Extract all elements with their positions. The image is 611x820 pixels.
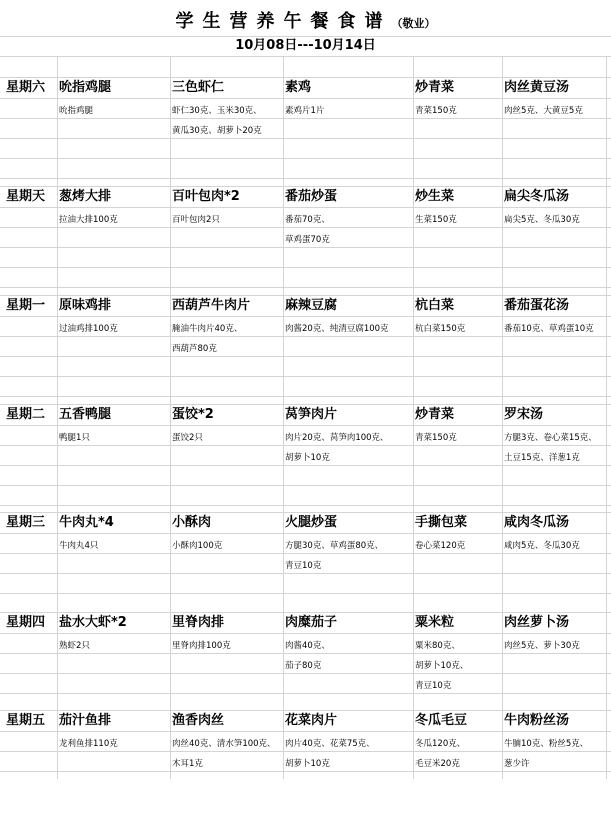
dish-ingredients [504, 636, 580, 656]
ingredient-line: 胡萝卜10克、 [415, 661, 469, 671]
dish-name: 炒青菜 [415, 80, 455, 95]
dish-name: 花菜肉片 [285, 713, 338, 728]
ingredient-line: 熟虾2只 [59, 641, 90, 651]
ingredient-line: 生菜150克 [415, 215, 457, 225]
dish-name: 牛肉粉丝汤 [504, 713, 570, 728]
dish-cell [170, 77, 283, 177]
ingredient-line: 茄子80克 [285, 661, 322, 671]
day-label: 星期天 [6, 189, 46, 204]
dish-name: 粟米粒 [415, 615, 455, 630]
dish-ingredients [504, 101, 583, 121]
dish-name: 蛋饺*2 [172, 407, 214, 422]
ingredient-line: 青菜150克 [415, 106, 457, 116]
ingredient-line: 吮指鸡腿 [59, 106, 94, 116]
day-block [0, 404, 611, 514]
dish-ingredients [172, 536, 222, 556]
ingredient-line: 方腿3克、卷心菜15克、 [504, 433, 597, 443]
title-suffix: （敬业） [391, 17, 436, 30]
ingredient-line: 蛋饺2只 [172, 433, 203, 443]
dish-name: 扁尖冬瓜汤 [504, 189, 570, 204]
ingredient-line: 土豆15克、洋葱1克 [504, 453, 580, 463]
dish-ingredients [172, 319, 242, 359]
day-block [0, 295, 611, 405]
dish-ingredients [504, 536, 580, 556]
dish-ingredients [172, 636, 231, 656]
dish-cell [57, 77, 170, 177]
dish-ingredients [285, 734, 375, 774]
dish-ingredients [415, 636, 468, 696]
dish-cell [283, 295, 413, 395]
dish-ingredients [59, 536, 98, 556]
ingredient-line: 西葫芦80克 [172, 344, 217, 354]
dish-ingredients [285, 210, 330, 250]
ingredient-line: 牛腩10克、粉丝5克、 [504, 739, 589, 749]
ingredient-line: 鸭腿1只 [59, 433, 90, 443]
ingredient-line: 胡萝卜10克 [285, 759, 330, 769]
ingredient-line: 肉酱40克、 [285, 641, 330, 651]
dish-name: 葱烤大排 [59, 189, 112, 204]
dish-cell [57, 295, 170, 395]
dish-cell [502, 295, 611, 395]
title-text: 学生营养午餐食谱 [175, 11, 392, 32]
dish-cell [57, 612, 170, 712]
dish-cell [170, 404, 283, 504]
ingredient-line: 黄瓜30克、胡萝卜20克 [172, 126, 262, 136]
day-label: 星期三 [6, 515, 46, 530]
dish-ingredients [172, 734, 276, 774]
dish-cell [502, 710, 611, 810]
ingredient-line: 番茄70克、 [285, 215, 330, 225]
dish-cell [170, 186, 283, 286]
dish-ingredients [285, 101, 324, 121]
dish-name: 小酥肉 [172, 515, 212, 530]
dish-name: 炒青菜 [415, 407, 455, 422]
dish-cell [57, 512, 170, 612]
ingredient-line: 肉酱20克、纯清豆腐100克 [285, 324, 389, 334]
dish-ingredients [172, 428, 203, 448]
ingredient-line: 杭白菜150克 [415, 324, 466, 334]
dish-name: 渔香肉丝 [172, 713, 225, 728]
dish-cell [57, 404, 170, 504]
ingredient-line: 虾仁30克、玉米30克、 [172, 106, 262, 116]
ingredient-line: 肉片40克、花菜75克、 [285, 739, 375, 749]
day-label: 星期二 [6, 407, 46, 422]
dish-ingredients [59, 319, 118, 339]
dish-name: 手撕包菜 [415, 515, 468, 530]
dish-ingredients [504, 210, 580, 230]
ingredient-line: 肉丝5克、大黄豆5克 [504, 106, 583, 116]
dish-name: 茄汁鱼排 [59, 713, 112, 728]
dish-cell [502, 77, 611, 177]
dish-name: 麻辣豆腐 [285, 298, 338, 313]
ingredient-line: 青菜150克 [415, 433, 457, 443]
ingredient-line: 肉丝5克、萝卜30克 [504, 641, 580, 651]
dish-cell [502, 186, 611, 286]
ingredient-line: 青豆10克 [415, 681, 452, 691]
dish-name: 盐水大虾*2 [59, 615, 127, 630]
page-title [0, 8, 611, 36]
ingredient-line: 葱少许 [504, 759, 530, 769]
day-label: 星期一 [6, 298, 46, 313]
dish-ingredients [504, 319, 594, 339]
dish-cell [283, 186, 413, 286]
day-block [0, 186, 611, 296]
dish-ingredients [59, 636, 90, 656]
ingredient-line: 肉丝40克、清水笋100克、 [172, 739, 276, 749]
dish-ingredients [59, 734, 118, 754]
dish-cell [57, 710, 170, 810]
day-label: 星期六 [6, 80, 46, 95]
ingredient-line: 肉片20克、莴笋肉100克、 [285, 433, 389, 443]
dish-cell [57, 186, 170, 286]
ingredient-line: 素鸡片1片 [285, 106, 325, 116]
dish-name: 西葫芦牛肉片 [172, 298, 251, 313]
ingredient-line: 青豆10克 [285, 561, 322, 571]
dish-cell [283, 77, 413, 177]
row-divider [0, 56, 611, 57]
dish-name: 素鸡 [285, 80, 312, 95]
dish-ingredients [415, 536, 465, 556]
dish-cell [413, 295, 502, 395]
dish-name: 肉丝萝卜汤 [504, 615, 570, 630]
ingredient-line: 卷心菜120克 [415, 541, 466, 551]
dish-name: 番茄炒蛋 [285, 189, 338, 204]
dish-cell [170, 612, 283, 712]
dish-ingredients [415, 210, 457, 230]
ingredient-line: 百叶包肉2只 [172, 215, 220, 225]
dish-cell [413, 404, 502, 504]
dish-cell [502, 404, 611, 504]
dish-ingredients [415, 319, 465, 339]
dish-name: 炒生菜 [415, 189, 455, 204]
ingredient-line: 粟米80克、 [415, 641, 460, 651]
ingredient-line: 方腿30克、草鸡蛋80克、 [285, 541, 384, 551]
dish-cell [413, 186, 502, 286]
dish-name: 原味鸡排 [59, 298, 112, 313]
dish-ingredients [415, 101, 457, 121]
dish-cell [283, 612, 413, 712]
dish-name: 杭白菜 [415, 298, 455, 313]
dish-ingredients [285, 636, 330, 676]
day-label: 星期五 [6, 713, 46, 728]
dish-cell [502, 612, 611, 712]
dish-name: 肉丝黄豆汤 [504, 80, 570, 95]
dish-ingredients [172, 101, 262, 141]
dish-ingredients [415, 734, 465, 774]
dish-name: 火腿炒蛋 [285, 515, 338, 530]
dish-name: 五香鸭腿 [59, 407, 112, 422]
dish-cell [170, 512, 283, 612]
dish-cell [413, 77, 502, 177]
day-block [0, 512, 611, 622]
ingredient-line: 小酥肉100克 [172, 541, 223, 551]
dish-name: 里脊肉排 [172, 615, 225, 630]
ingredient-line: 毛豆米20克 [415, 759, 460, 769]
dish-name: 吮指鸡腿 [59, 80, 112, 95]
dish-name: 百叶包肉*2 [172, 189, 240, 204]
dish-name: 罗宋汤 [504, 407, 544, 422]
dish-ingredients [504, 428, 597, 468]
dish-name: 番茄蛋花汤 [504, 298, 570, 313]
dish-name: 牛肉丸*4 [59, 515, 114, 530]
ingredient-line: 冬瓜120克、 [415, 739, 466, 749]
ingredient-line: 胡萝卜10克 [285, 453, 330, 463]
dish-name: 咸肉冬瓜汤 [504, 515, 570, 530]
dish-cell [170, 295, 283, 395]
dish-name: 莴笋肉片 [285, 407, 338, 422]
dish-cell [502, 512, 611, 612]
dish-ingredients [285, 428, 389, 468]
dish-cell [413, 612, 502, 712]
dish-cell [283, 404, 413, 504]
dish-cell [283, 512, 413, 612]
day-block [0, 612, 611, 722]
dish-cell [413, 512, 502, 612]
dish-name: 肉糜茄子 [285, 615, 338, 630]
row-divider [0, 36, 611, 37]
dish-cell [170, 710, 283, 810]
day-block [0, 710, 611, 820]
ingredient-line: 龙利鱼排110克 [59, 739, 118, 749]
ingredient-line: 番茄10克、草鸡蛋10克 [504, 324, 594, 334]
dish-cell [283, 710, 413, 810]
dish-ingredients [285, 536, 383, 576]
ingredient-line: 过油鸡排100克 [59, 324, 118, 334]
dish-ingredients [59, 210, 118, 230]
dish-name: 三色虾仁 [172, 80, 225, 95]
ingredient-line: 草鸡蛋70克 [285, 235, 330, 245]
dish-name: 冬瓜毛豆 [415, 713, 468, 728]
ingredient-line: 腌油牛肉片40克、 [172, 324, 243, 334]
dish-cell [413, 710, 502, 810]
ingredient-line: 牛肉丸4只 [59, 541, 99, 551]
ingredient-line: 咸肉5克、冬瓜30克 [504, 541, 580, 551]
ingredient-line: 里脊肉排100克 [172, 641, 231, 651]
day-label: 星期四 [6, 615, 46, 630]
dish-ingredients [415, 428, 457, 448]
dish-ingredients [504, 734, 588, 774]
dish-ingredients [285, 319, 389, 339]
dish-ingredients [59, 428, 90, 448]
ingredient-line: 扁尖5克、冬瓜30克 [504, 215, 580, 225]
day-block [0, 77, 611, 187]
ingredient-line: 木耳1克 [172, 759, 203, 769]
dish-ingredients [172, 210, 220, 230]
ingredient-line: 拉油大排100克 [59, 215, 118, 225]
date-range: 10月08日---10月14日 [235, 38, 376, 53]
dish-ingredients [59, 101, 93, 121]
